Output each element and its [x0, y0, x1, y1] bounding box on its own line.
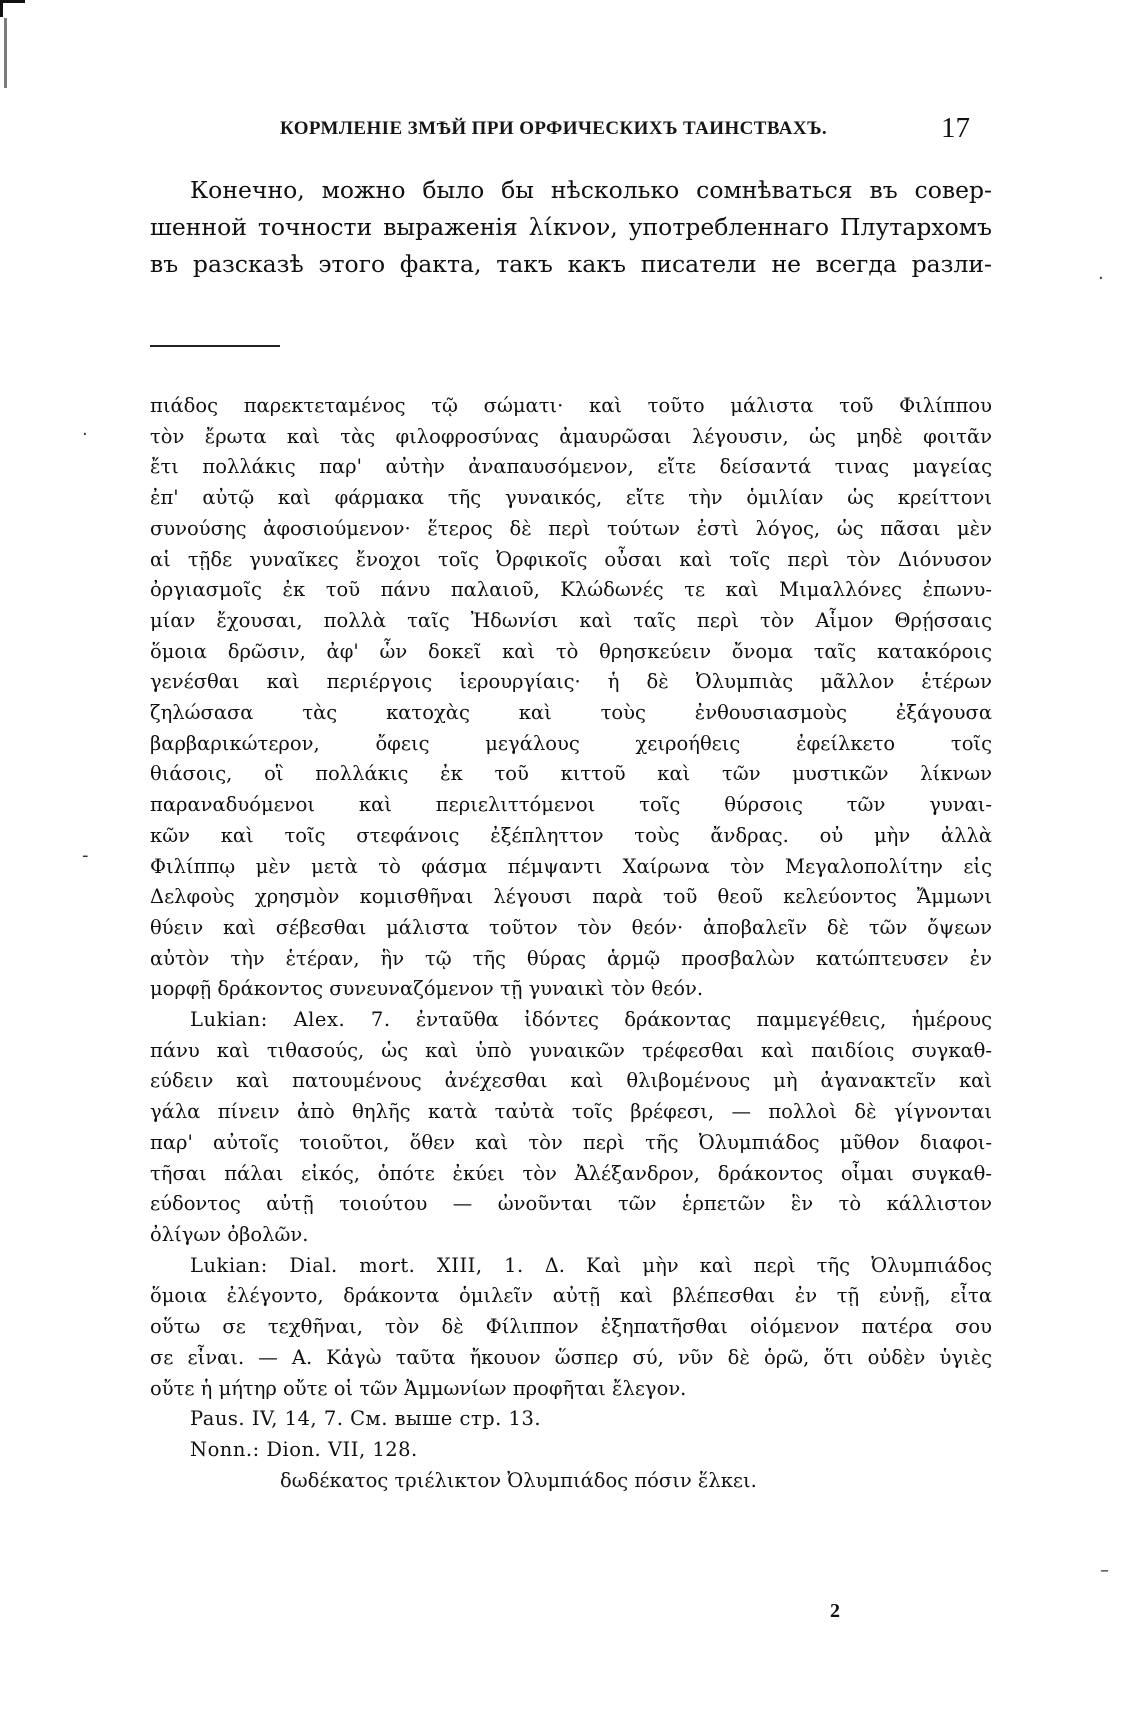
footnote-line: αὐτὸν τὴν ἑτέραν, ἣν τῷ τῆς θύρας ἁρμῷ προσβαλὼν κατώπτευσεν ἐν — [150, 946, 992, 970]
footnote-line: θιάσοις, οἳ πολλάκις ἐκ τοῦ κιττοῦ καὶ τῶν μυστικῶν λίκνων — [150, 762, 992, 786]
margin-dash: – — [1100, 1560, 1109, 1581]
main-line: Конечно, можно было бы нѣсколько сомнѣваться въ совер- — [190, 176, 992, 204]
main-line: въ разсказѣ этого факта, такъ какъ писатели не всегда разли- — [150, 250, 992, 278]
footnote-rule — [150, 345, 280, 347]
footnote-line: Δελφοὺς χρησμὸν κομισθῆναι λέγουσι παρὰ τοῦ θεοῦ κελεύοντος Ἄμμωνι — [150, 885, 992, 909]
footnote-line: ἐπ' αὐτῷ καὶ φάρμακα τῆς γυναικός, εἴτε τὴν ὁμιλίαν ὡς κρείττονι — [150, 486, 992, 510]
footnote-line: παραναδυόμενοι καὶ περιελιττόμενοι τοῖς θύρσοις τῶν γυναι- — [150, 793, 992, 817]
footnote-line: Φιλίππῳ μὲν μετὰ τὸ φάσμα πέμψαντι Χαίρωνα τὸν Μεγαλοπολίτην εἰς — [150, 854, 992, 878]
quote-line: ὀλίγων ὀβολῶν. — [150, 1222, 309, 1246]
quote-line: παρ' αὐτοῖς τοιοῦτοι, ὅθεν καὶ τὸν περὶ τῆς Ὀλυμπιάδος μῦθον διαφοι- — [150, 1130, 992, 1154]
quote-line: πάνυ καὶ τιθασούς, ὡς καὶ ὑπὸ γυναικῶν τρέφεσθαι καὶ παιδίοις συγκαθ- — [150, 1038, 992, 1062]
lukian-alex-text: ἐνταῦθα ἰδόντες δράκοντας παμμεγέθεις, ἡμέρους — [415, 1008, 992, 1032]
lukian-dial-citation: Lukian: Dial. mort. XIII, 1. — [190, 1253, 524, 1277]
footnote-line: γενέσθαι καὶ περιέργοις ἱερουργίαις· ἡ δὲ Ὀλυμπιὰς μᾶλλον ἑτέρων — [150, 670, 992, 694]
quote-line: σε εἶναι. — Α. Κἀγὼ ταῦτα ἤκουον ὥσπερ σύ, νῦν δὲ ὁρῶ, ὅτι οὐδὲν ὑγιὲς — [150, 1345, 992, 1369]
signature-mark: 2 — [830, 1600, 840, 1622]
lukian-dial-first-line — [150, 1251, 992, 1282]
nonn-quote: δωδέκατος τριέλικτον Ὀλυμπιάδος πόσιν ἕλκει. — [280, 1468, 757, 1492]
quote-line: οὔτε ἡ μήτηρ οὔτε οἱ τῶν Ἀμμωνίων προφῆται ἔλεγον. — [150, 1376, 687, 1400]
page-header — [150, 112, 980, 146]
footnote-line: ἔτι πολλάκις παρ' αὐτὴν ἀναπαυσόμενον, εἴτε δείσαντά τινας μαγείας — [150, 455, 992, 479]
footnote-line: βαρβαρικώτερον, ὄφεις μεγάλους χειροήθεις ἐφείλκετο τοῖς — [150, 731, 992, 755]
footnote-line: αἱ τῇδε γυναῖκες ἔνοχοι τοῖς Ὀρφικοῖς οὖσαι καὶ τοῖς περὶ τὸν Διόνυσον — [150, 547, 992, 571]
footnote-line: ζηλώσασα τὰς κατοχὰς καὶ τοὺς ἐνθουσιασμοὺς ἐξάγουσα — [150, 701, 992, 725]
page-number: 17 — [941, 112, 970, 144]
footnote-line: μορφῇ δράκοντος συνευναζόμενον τῇ γυναικὶ τὸν θεόν. — [150, 977, 704, 1001]
footnote-line: θύειν καὶ σέβεσθαι μάλιστα τοῦτον τὸν θεόν· ἀποβαλεῖν δὲ τῶν ὄψεων — [150, 915, 992, 939]
margin-dot: · — [1098, 268, 1104, 289]
footnote-line: μίαν ἔχουσαι, πολλὰ ταῖς Ἠδωνίσι καὶ ταῖς περὶ τὸν Αἷμον Θρῄσσαις — [150, 608, 992, 632]
lukian-dial-text: Δ. Καὶ μὴν καὶ περὶ τῆς Ὀλυμπιάδος — [544, 1253, 992, 1277]
quote-line: εύδειν καὶ πατουμένους ἀνέχεσθαι καὶ θλιβομένους μὴ ἀγανακτεῖν καὶ — [150, 1069, 992, 1093]
footnotes — [150, 391, 992, 1496]
main-line: шенной точности выраженія λίκνον, употребленнаго Плутархомъ — [150, 213, 992, 241]
lukian-alex-first-line — [150, 1005, 992, 1036]
running-title: КОРМЛЕНІЕ ЗМѢЙ ПРИ ОРФИЧЕСКИХЪ ТАИНСТВАХЪ. — [280, 118, 828, 139]
quote-line: τῆσαι πάλαι εἰκός, ὁπότε ἐκύει τὸν Ἀλέξανδρον, δράκοντος οἶμαι συγκαθ- — [150, 1161, 992, 1185]
footnote-line: κῶν καὶ τοῖς στεφάνοις ἐξέπληττον τοὺς ἄνδρας. οὐ μὴν ἀλλὰ — [150, 823, 992, 847]
quote-line: εύδοντος αὐτῇ τοιούτου — ὠνοῦνται τῶν ἑρπετῶν ἓν τὸ κάλλιστον — [150, 1192, 992, 1216]
nonn-citation: Nonn.: Dion. VII, 128. — [190, 1437, 418, 1461]
quote-line: γάλα πίνειν ἀπὸ θηλῆς κατὰ ταὐτὰ τοῖς βρέφεσι, — πολλοὶ δὲ γίγνονται — [150, 1100, 992, 1124]
main-text — [150, 172, 992, 283]
footnote-line: συνούσης ἀφοσιούμενον· ἕτερος δὲ περὶ τούτων ἐστὶ λόγος, ὡς πᾶσαι μὲν — [150, 516, 992, 540]
scan-edge-mark — [4, 18, 7, 88]
margin-dot: · — [82, 424, 88, 445]
paus-citation: Paus. IV, 14, 7. См. выше стр. 13. — [190, 1407, 542, 1431]
footnote-line: ὀργιασμοῖς ἐκ τοῦ πάνυ παλαιοῦ, Κλώδωνές τε καὶ Μιμαλλόνες ἐπωνυ- — [150, 578, 992, 602]
quote-line: οὕτω σε τεχθῆναι, τὸν δὲ Φίλιππον ἐξηπατῆσθαι οἰόμενον πατέρα σου — [150, 1315, 992, 1339]
footnote-line: τὸν ἔρωτα καὶ τὰς φιλοφροσύνας ἀμαυρῶσαι λέγουσιν, ὡς μηδὲ φοιτᾶν — [150, 424, 992, 448]
margin-dot: - — [82, 845, 89, 866]
footnote-line: πιάδος παρεκτεταμένος τῷ σώματι· καὶ τοῦτο μάλιστα τοῦ Φιλίππου — [150, 394, 992, 417]
lukian-alex-citation: Lukian: Alex. 7. — [190, 1008, 391, 1032]
footnote-line: ὅμοια δρῶσιν, ἀφ' ὧν δοκεῖ καὶ τὸ θρησκεύειν ὄνομα ταῖς κατακόροις — [150, 639, 992, 663]
quote-line: ὅμοια ἐλέγοντο, δράκοντα ὁμιλεῖν αὐτῇ καὶ βλέπεσθαι ἐν τῇ εὐνῇ, εἶτα — [150, 1284, 992, 1308]
scan-corner-mark — [0, 0, 25, 17]
